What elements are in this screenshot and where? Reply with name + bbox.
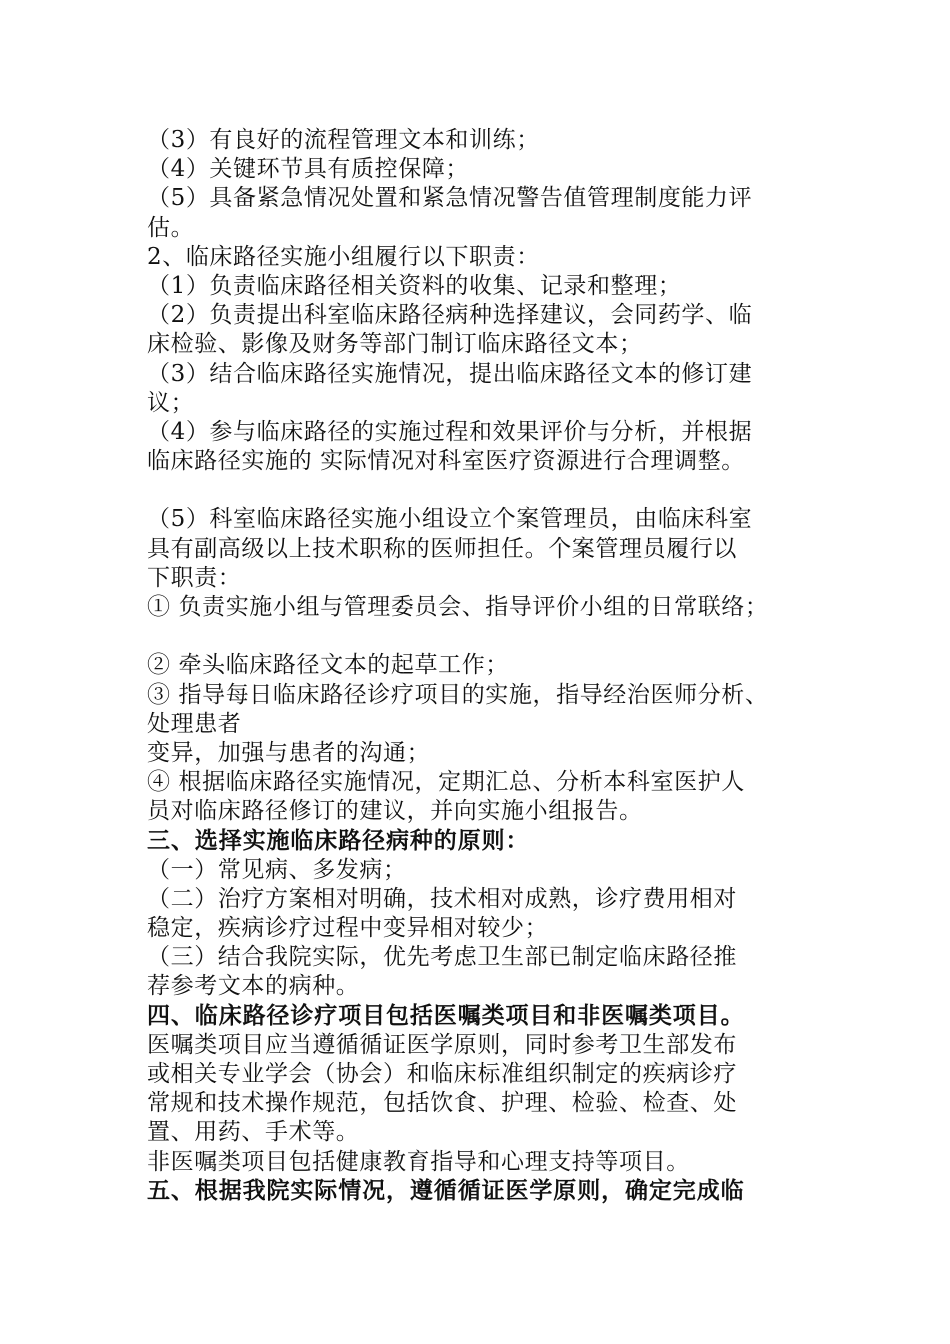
paragraph-line: ① 负责实施小组与管理委员会、指导评价小组的日常联络；: [147, 594, 769, 620]
section-heading: 三、选择实施临床路径病种的原则：: [147, 827, 530, 854]
document-body: [147, 126, 807, 1206]
paragraph-line: 稳定，疾病诊疗过程中变异相对较少；: [147, 915, 549, 942]
blank-line: [147, 622, 807, 651]
paragraph-line: （3）有良好的流程管理文本和训练；: [147, 127, 540, 153]
paragraph-line: （一）常见病、多发病；: [147, 856, 407, 883]
paragraph-line: 员对临床路径修订的建议，并向实施小组报告。: [147, 798, 643, 825]
section-heading: 五、根据我院实际情况，遵循循证医学原则，确定完成临: [147, 1177, 745, 1204]
paragraph-line: （3）结合临床路径实施情况，提出临床路径文本的修订建: [147, 360, 753, 387]
paragraph-line: 议；: [147, 389, 195, 416]
paragraph-line: （4）关键环节具有质控保障；: [147, 156, 470, 183]
paragraph-line: （二）治疗方案相对明确，技术相对成熟，诊疗费用相对: [147, 885, 737, 912]
paragraph-line: 非医嘱类项目包括健康教育指导和心理支持等项目。: [147, 1148, 690, 1175]
paragraph-line: 变异，加强与患者的沟通；: [147, 739, 431, 766]
paragraph-line: 估。: [147, 214, 195, 241]
paragraph-line: 置、用药、手术等。: [147, 1119, 360, 1146]
paragraph-line: 具有副高级以上技术职称的医师担任。个案管理员履行以: [147, 535, 737, 562]
paragraph-line: 床检验、影像及财务等部门制订临床路径文本；: [147, 331, 643, 358]
paragraph-line: 常规和技术操作规范，包括饮食、护理、检验、检查、处: [147, 1090, 737, 1117]
paragraph-line: （三）结合我院实际，优先考虑卫生部已制定临床路径推: [147, 944, 737, 971]
paragraph-line: 2、临床路径实施小组履行以下职责：: [147, 243, 540, 270]
paragraph-line: （4）参与临床路径的实施过程和效果评价与分析，并根据: [147, 418, 753, 445]
paragraph-line: 临床路径实施的 实际情况对科室医疗资源进行合理调整。: [147, 448, 745, 475]
blank-line: [147, 476, 807, 505]
paragraph-line: 下职责：: [147, 564, 242, 591]
paragraph-line: ② 牵头临床路径文本的起草工作；: [147, 652, 509, 679]
paragraph-line: ③ 指导每日临床路径诊疗项目的实施，指导经治医师分析、: [147, 681, 769, 708]
paragraph-line: （1）负责临床路径相关资料的收集、记录和整理；: [147, 272, 682, 299]
paragraph-line: 医嘱类项目应当遵循循证医学原则，同时参考卫生部发布: [147, 1031, 737, 1058]
paragraph-line: 或相关专业学会（协会）和临床标准组织制定的疾病诊疗: [147, 1061, 737, 1087]
paragraph-line: （5）科室临床路径实施小组设立个案管理员，由临床科室: [147, 506, 753, 533]
paragraph-line: ④ 根据临床路径实施情况，定期汇总、分析本科室医护人: [147, 769, 745, 796]
paragraph-line: （2）负责提出科室临床路径病种选择建议，会同药学、临: [147, 302, 753, 329]
paragraph-line: 处理患者: [147, 710, 242, 737]
paragraph-line: （5）具备紧急情况处置和紧急情况警告值管理制度能力评: [147, 185, 753, 212]
section-heading: 四、临床路径诊疗项目包括医嘱类项目和非医嘱类项目。: [147, 1002, 745, 1029]
paragraph-line: 荐参考文本的病种。: [147, 973, 360, 1000]
